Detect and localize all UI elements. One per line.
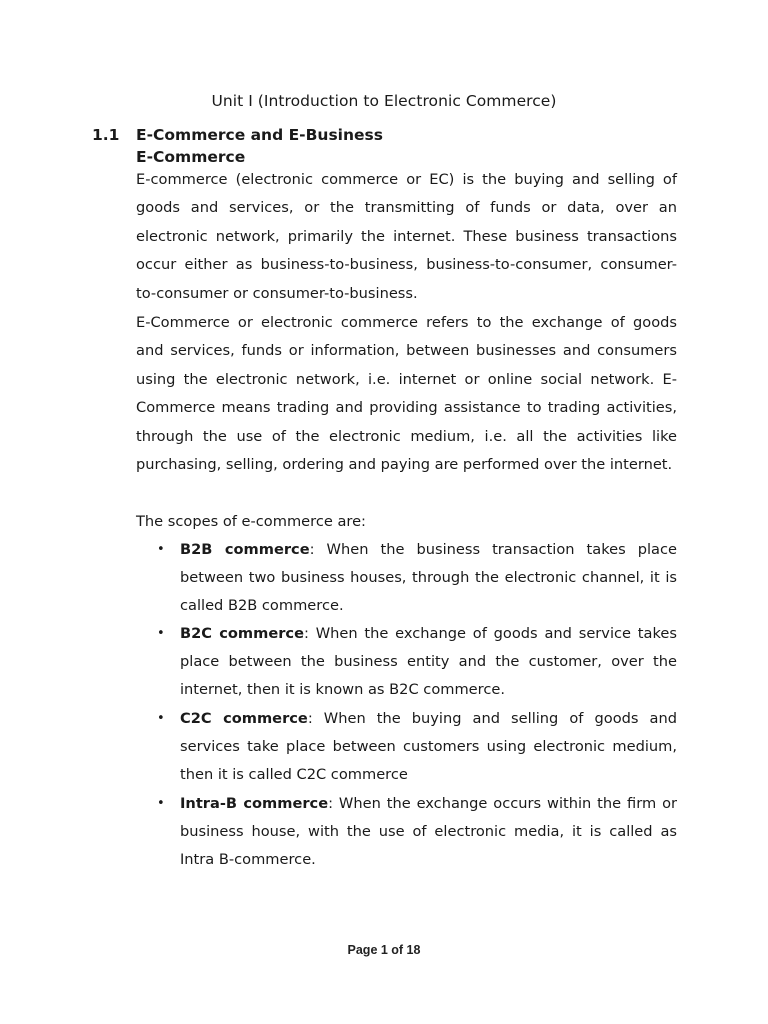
section-heading (92, 126, 383, 144)
paragraph-definition: E-commerce (electronic commerce or EC) is the buying and selling of goods and services, or the transmitting of funds or data, over an electronic network, primarily the internet. These business transactions occur either as business-to-business, business-to-consumer, consumer-to-consumer or consumer-to-business. (136, 171, 677, 302)
page-number: Page 1 of 18 (347, 943, 421, 957)
subheading: E-Commerce (136, 148, 246, 166)
paragraph-explanation: E-Commerce or electronic commerce refers to the exchange of goods and services, funds or information, between businesses and consumers using the electronic network, i.e. internet or online social network. E-Commerce means trading and providing assistance to trading activities, through the use of the electronic medium, i.e. all the activities like purchasing, selling, ordering and paying are performed over the internet. (136, 314, 677, 474)
scopes-intro: The scopes of e-commerce are: (136, 513, 366, 530)
scope-term: Intra-B commerce (180, 795, 329, 812)
bullet-icon: • (157, 542, 165, 557)
scope-description: : When the exchange occurs within the firm or business house, with the use of electronic media, it is called as Intra B-commerce. (180, 795, 677, 869)
list-item (157, 790, 677, 875)
list-item (157, 705, 678, 790)
scope-description: : When the business transaction takes place between two business houses, through the electronic channel, it is called B2B commerce. (180, 541, 678, 615)
scope-description: : When the exchange of goods and service takes place between the business entity and the customer, over the internet, then it is known as B2C commerce. (180, 625, 677, 699)
bullet-icon: • (157, 711, 165, 726)
scope-term: B2C commerce (180, 625, 304, 642)
bullet-icon: • (157, 796, 165, 811)
document-title: Unit I (Introduction to Electronic Commerce) (211, 92, 557, 110)
section-number: 1.1 (92, 126, 120, 144)
scope-term: C2C commerce (180, 710, 308, 727)
list-item (157, 620, 677, 705)
list-item (157, 536, 678, 620)
scope-description: : When the buying and selling of goods and services take place between customers using electronic medium, then it is called C2C commerce (180, 710, 678, 784)
section-title: E-Commerce and E-Business (136, 126, 383, 144)
bullet-icon: • (157, 626, 165, 641)
scopes-list (157, 536, 678, 875)
scope-term: B2B commerce (180, 541, 310, 558)
